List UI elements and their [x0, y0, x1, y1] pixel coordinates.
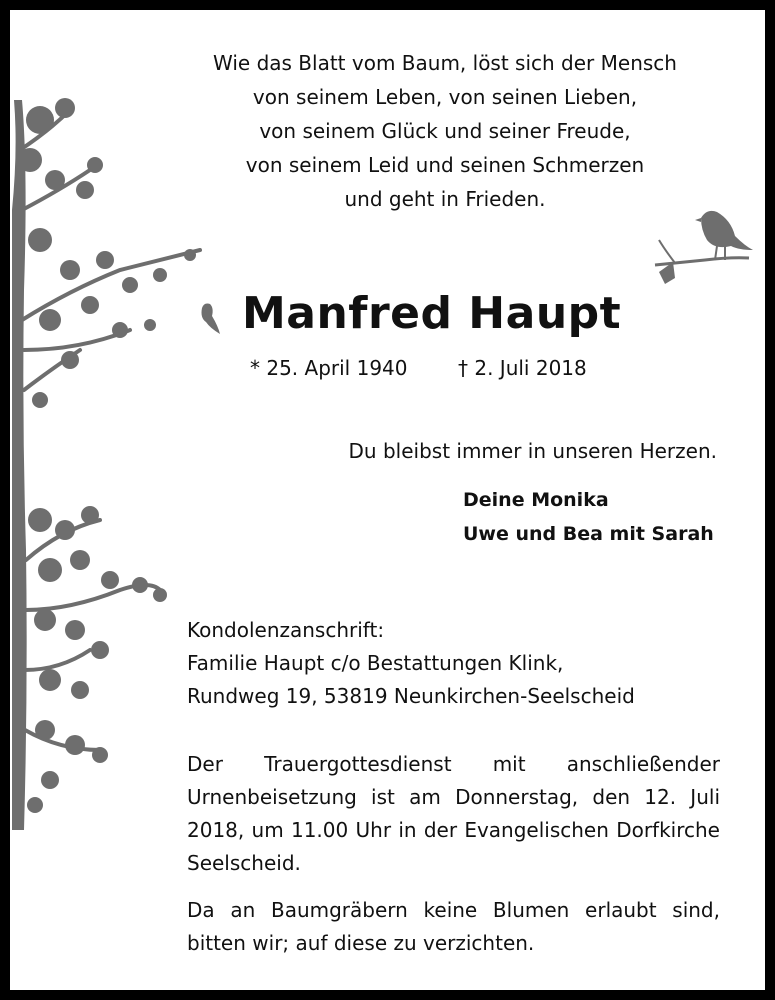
flowers-note: Da an Baumgräbern keine Blumen erlaubt sind, bitten wir; auf diese zu verzichten. [187, 898, 720, 955]
dedication: Du bleibst immer in unseren Herzen. [348, 439, 717, 463]
poem-line: und geht in Frieden. [344, 187, 546, 211]
signatories [463, 483, 714, 551]
obituary-notice [10, 10, 765, 990]
condolence-address [187, 614, 635, 713]
death-date: † 2. Juli 2018 [458, 356, 587, 380]
condolence-line: Familie Haupt c/o Bestattungen Klink, [187, 651, 564, 675]
small-bird-icon [196, 300, 222, 336]
condolence-label: Kondolenzanschrift: [187, 618, 385, 642]
poem-line: von seinem Glück und seiner Freude, [259, 119, 631, 143]
poem [160, 46, 730, 216]
birth-date: * 25. April 1940 [250, 356, 408, 380]
condolence-line: Rundweg 19, 53819 Neunkirchen-Seelscheid [187, 684, 635, 708]
deceased-name: Manfred Haupt [242, 288, 622, 339]
service-info: Der Trauergottesdienst mit anschließender Urnenbeisetzung ist am Donnerstag, den 12. Juli 2018, um 11.00 Uhr in der Evangelischen Dorfkirche Seelscheid. [187, 752, 720, 875]
poem-line: von seinem Leben, von seinen Lieben, [252, 85, 638, 109]
poem-line: von seinem Leid und seinen Schmerzen [245, 153, 645, 177]
poem-line: Wie das Blatt vom Baum, löst sich der Mensch [213, 51, 677, 75]
signatory: Deine Monika [463, 489, 609, 511]
signatory: Uwe und Bea mit Sarah [463, 523, 714, 545]
